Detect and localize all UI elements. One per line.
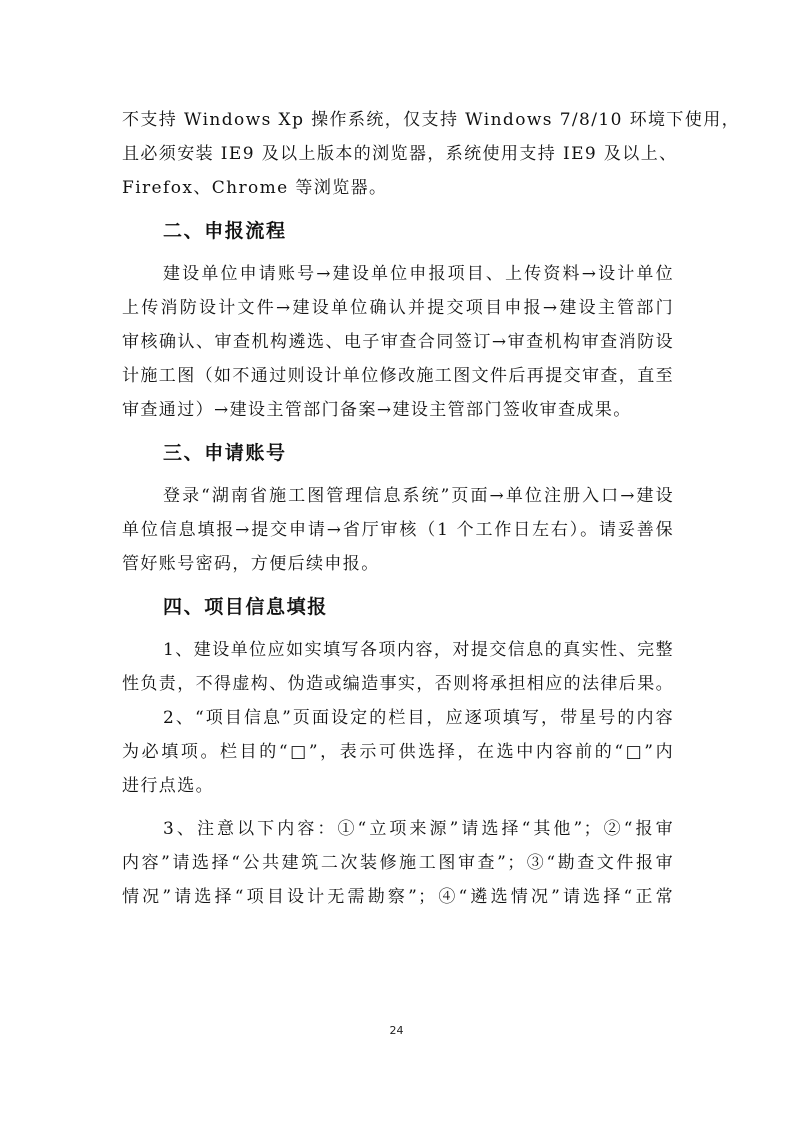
body-text-line: 不支持 Windows Xp 操作系统，仅支持 Windows 7/8/10 环境下使用， (122, 110, 741, 130)
page-number: 24 (389, 1024, 404, 1037)
section-heading-project-info: 四、项目信息填报 (163, 596, 328, 618)
body-text-line: 性负责，不得虚构、伪造或编造事实，否则将承担相应的法律后果。 (122, 674, 674, 694)
body-text-line: 单位信息填报→提交申请→省厅审核（1 个工作日左右）。请妥善保 (122, 520, 674, 540)
body-text-line: 建设单位申请账号→建设单位申报项目、上传资料→设计单位 (163, 264, 674, 284)
body-text-line: 进行点选。 (122, 776, 214, 796)
section-heading-apply-account: 三、申请账号 (163, 442, 287, 464)
section-heading-application-process: 二、申报流程 (163, 220, 287, 242)
body-text-line: 上传消防设计文件→建设单位确认并提交项目申报→建设主管部门 (122, 298, 674, 318)
body-text-line: 登录“湖南省施工图管理信息系统”页面→单位注册入口→建设 (163, 486, 674, 506)
body-text-line: 审核确认、审查机构遴选、电子审查合同签订→审查机构审查消防设 (122, 332, 674, 352)
body-text-line: 为必填项。栏目的“□”，表示可供选择，在选中内容前的“□”内 (122, 742, 674, 762)
body-text-line: 1、建设单位应如实填写各项内容，对提交信息的真实性、完整 (163, 640, 674, 660)
body-text-line: 且必须安装 IE9 及以上版本的浏览器，系统使用支持 IE9 及以上、 (122, 144, 678, 164)
body-text-line: 内容”请选择“公共建筑二次装修施工图审查”；③“勘查文件报审 (122, 853, 674, 873)
body-text-line: 情况”请选择“项目设计无需勘察”；④“遴选情况”请选择“正常 (122, 887, 674, 907)
body-text-line: 审查通过）→建设主管部门备案→建设主管部门签收审查成果。 (122, 400, 632, 420)
body-text-line: 管好账号密码，方便后续申报。 (122, 554, 380, 574)
body-text-line: 计施工图（如不通过则设计单位修改施工图文件后再提交审查，直至 (122, 366, 674, 386)
document-body (122, 103, 741, 914)
body-text-line: 3、注意以下内容：①“立项来源”请选择“其他”；②“报审 (163, 819, 674, 839)
body-text-line: Firefox、Chrome 等浏览器。 (122, 178, 388, 198)
body-text-line: 2、“项目信息”页面设定的栏目，应逐项填写，带星号的内容 (163, 708, 674, 728)
